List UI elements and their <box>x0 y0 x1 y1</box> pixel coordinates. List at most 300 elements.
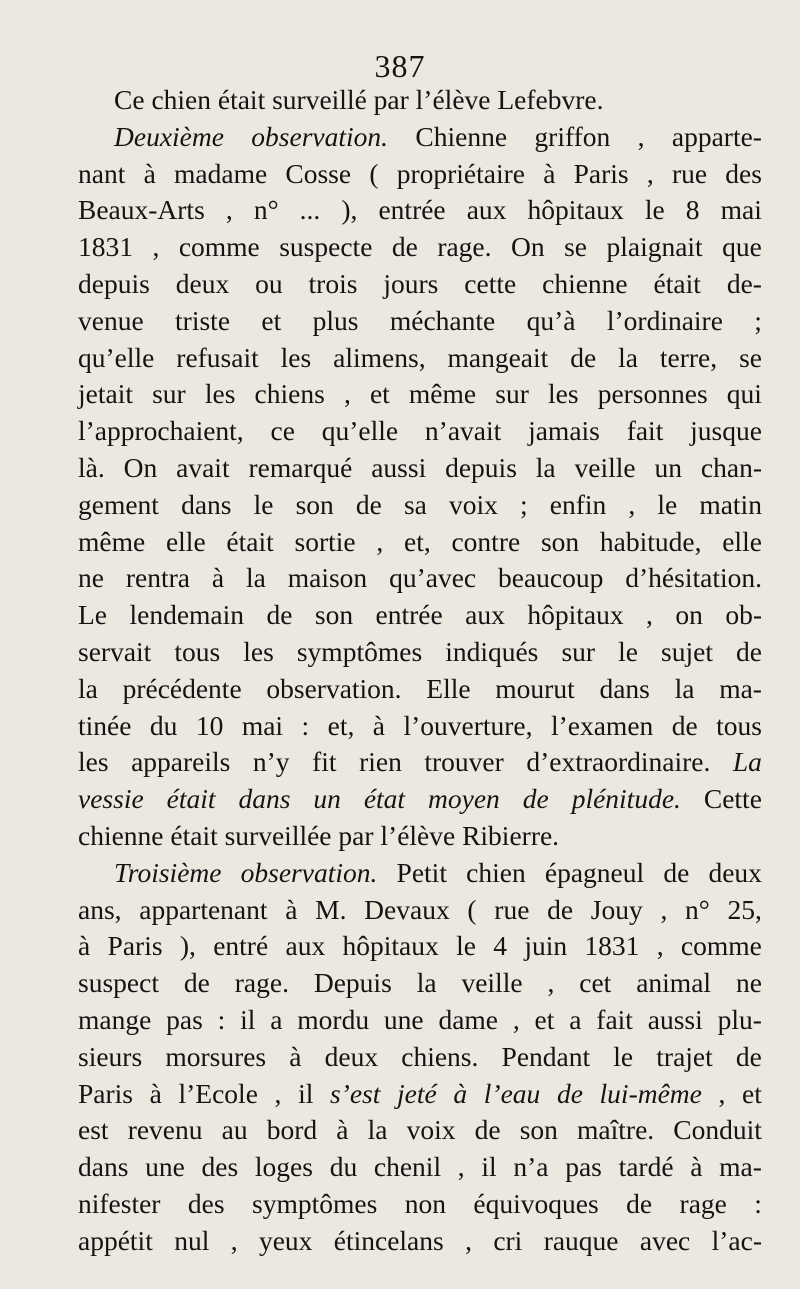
word: la <box>367 1114 388 1146</box>
word: Cosse <box>285 157 352 189</box>
word: de <box>671 709 698 741</box>
word: une <box>383 1003 424 1035</box>
word: n’avait <box>424 415 502 447</box>
word: mordu <box>297 1003 370 1035</box>
word: son <box>314 599 354 631</box>
word: de <box>626 1187 653 1219</box>
word: Paris <box>107 930 163 962</box>
word: Conduit <box>673 1114 762 1146</box>
word: ( <box>369 157 379 189</box>
word: Ribierre. <box>462 819 560 851</box>
text-line <box>78 1223 762 1260</box>
word: sur <box>495 378 529 410</box>
word: précédente <box>122 672 242 704</box>
word: du <box>329 1151 358 1183</box>
word: Le <box>78 599 108 631</box>
word: Beaux-Arts <box>78 194 205 226</box>
word: Devaux <box>364 893 450 925</box>
word: rentra <box>125 562 190 594</box>
italic-word: Troisième <box>114 856 222 888</box>
text-line <box>78 156 762 193</box>
word: aussi <box>371 451 427 483</box>
word: le <box>657 488 678 520</box>
word: elle <box>165 525 206 557</box>
word: , <box>225 194 233 226</box>
word: suspect <box>78 967 159 999</box>
word: bord <box>266 1114 318 1146</box>
word: tous <box>716 709 762 741</box>
word: de <box>474 1114 501 1146</box>
word: et <box>534 1003 555 1035</box>
word: Ce <box>114 84 145 115</box>
word: de <box>355 488 382 520</box>
word: , <box>230 1224 238 1256</box>
word: , <box>646 599 653 631</box>
word: mangeait <box>447 341 549 373</box>
text-line <box>78 524 762 561</box>
word: les <box>204 378 236 410</box>
word: beaucoup <box>498 562 604 594</box>
word: n° <box>685 893 710 925</box>
word: un <box>654 451 683 483</box>
word: à <box>543 157 556 189</box>
word: rage <box>679 1187 727 1219</box>
word: il <box>298 1077 314 1109</box>
word: ; <box>754 304 762 336</box>
word: , <box>718 1077 726 1109</box>
italic-word: jeté <box>397 1077 437 1109</box>
word: 10 <box>195 709 224 741</box>
italic-word: plénitude. <box>571 783 681 815</box>
text-line <box>78 1149 762 1186</box>
word: , <box>628 488 636 520</box>
word: On <box>123 451 158 483</box>
word: le <box>253 488 274 520</box>
word: il <box>240 1003 256 1035</box>
word: trois <box>308 267 358 299</box>
italic-word: de <box>522 783 549 815</box>
word: yeux <box>258 1224 313 1256</box>
word: entrée <box>378 194 446 226</box>
word: ), <box>341 194 358 226</box>
italic-word: La <box>732 746 762 778</box>
word: 25, <box>727 893 762 925</box>
word: l’ac- <box>711 1224 762 1256</box>
word: 8 <box>685 194 700 226</box>
word: et, <box>327 709 355 741</box>
word: aux <box>466 194 507 226</box>
word: ), <box>179 930 196 962</box>
word: servait <box>78 635 152 667</box>
word: : <box>217 1003 226 1035</box>
word: qu’avec <box>389 562 477 594</box>
body-text <box>78 82 762 1260</box>
word: le <box>613 1040 634 1072</box>
text-line <box>78 340 762 377</box>
word: griffon <box>534 120 611 152</box>
word: mourut <box>495 672 575 704</box>
word: avec <box>639 1224 691 1256</box>
word: surveillé <box>272 84 367 115</box>
word: l’Ecole <box>178 1077 258 1109</box>
word: avait <box>176 451 230 483</box>
word: les <box>280 341 312 373</box>
word: entrée <box>375 599 443 631</box>
word: n° <box>253 194 279 226</box>
word: Jouy <box>590 893 643 925</box>
word: on <box>675 599 703 631</box>
text-line <box>78 450 762 487</box>
word: Elle <box>426 672 471 704</box>
word: même <box>78 525 146 557</box>
word: : <box>301 709 310 741</box>
word: n’y <box>252 746 290 778</box>
word: Petit <box>396 856 447 888</box>
page-number: 387 <box>374 48 426 84</box>
word: ou <box>255 267 283 299</box>
text-line <box>78 781 762 818</box>
word: mai <box>720 194 762 226</box>
word: suspecte <box>279 231 373 263</box>
word: était <box>170 819 218 851</box>
word: des <box>201 1151 239 1183</box>
word: dans <box>78 1151 129 1183</box>
word: ob- <box>725 599 762 631</box>
word: depuis <box>445 451 517 483</box>
word: la <box>245 562 266 594</box>
word: à <box>285 893 298 925</box>
italic-word: lui-même <box>599 1077 702 1109</box>
text-line <box>78 487 762 524</box>
word: à <box>78 930 91 962</box>
word: la <box>78 672 98 704</box>
word: et, <box>403 525 431 557</box>
word: la <box>674 672 695 704</box>
text-line <box>78 1112 762 1149</box>
word: surveillée <box>224 819 332 851</box>
word: de <box>735 1040 762 1072</box>
word: jusque <box>690 415 762 447</box>
word: du <box>149 709 178 741</box>
word: à <box>143 157 156 189</box>
word: et <box>261 304 282 336</box>
word: dans <box>599 672 650 704</box>
word: animal <box>636 967 712 999</box>
word: de <box>266 599 293 631</box>
text-line <box>78 303 762 340</box>
word: là. <box>78 451 105 483</box>
word: se <box>564 231 587 263</box>
word: veille <box>574 451 636 483</box>
text-line <box>78 560 762 597</box>
text-line <box>78 1002 762 1039</box>
word: chiens <box>254 378 325 410</box>
word: cette <box>464 267 517 299</box>
word: jetait <box>78 378 133 410</box>
word: propriétaire <box>396 157 525 189</box>
word: le <box>456 930 476 962</box>
italic-word: observation. <box>251 120 389 152</box>
word: loges <box>254 1151 313 1183</box>
word: rien <box>359 746 402 778</box>
word: chien <box>466 856 526 888</box>
word: nul <box>174 1224 210 1256</box>
word: , <box>274 1077 282 1109</box>
word: étincelans <box>333 1224 444 1256</box>
word: aux <box>285 930 326 962</box>
word: madame <box>174 157 268 189</box>
word: l’examen <box>550 709 654 741</box>
word: par <box>338 819 374 851</box>
word: des <box>725 157 762 189</box>
text-line <box>78 818 762 855</box>
word: il <box>481 1151 497 1183</box>
word: appareils <box>131 746 231 778</box>
word: fit <box>312 746 337 778</box>
word: entré <box>213 930 269 962</box>
word: Paris <box>78 1077 133 1109</box>
text-line <box>78 229 762 266</box>
word: rage. <box>437 231 492 263</box>
word: l’élève <box>415 84 491 115</box>
word: chenil <box>373 1151 442 1183</box>
word: fait <box>626 415 664 447</box>
word: On <box>510 231 545 263</box>
word: , <box>152 231 160 263</box>
word: de <box>736 635 762 667</box>
word: la <box>618 341 638 373</box>
word: tinée <box>78 709 132 741</box>
text-line <box>78 965 762 1002</box>
word: 4 <box>493 930 507 962</box>
word: habitude, <box>599 525 702 557</box>
word: se <box>739 341 762 373</box>
word: ne <box>735 967 762 999</box>
word: symptômes <box>252 1187 378 1219</box>
word: qu’elle <box>321 415 399 447</box>
word: chiens. <box>401 1040 479 1072</box>
word: comme <box>680 930 762 962</box>
word: personnes <box>597 378 708 410</box>
word: sur <box>561 635 596 667</box>
text-line <box>78 1039 762 1076</box>
text-line <box>78 119 762 156</box>
word: le <box>644 194 665 226</box>
word: que <box>722 231 762 263</box>
word: les <box>243 635 274 667</box>
word: l’ordinaire <box>606 304 723 336</box>
word: hôpitaux <box>527 599 624 631</box>
word: indiqués <box>445 635 539 667</box>
word: mai <box>241 709 284 741</box>
word: rauque <box>543 1224 619 1256</box>
word: de <box>663 856 690 888</box>
word: plaignait <box>606 231 703 263</box>
word: cet <box>579 967 612 999</box>
word: qui <box>726 378 762 410</box>
text-line <box>78 892 762 929</box>
word: fait <box>596 1003 633 1035</box>
word: tous <box>174 635 221 667</box>
word: rage. <box>234 967 289 999</box>
word: nant <box>78 157 126 189</box>
italic-word: s’est <box>329 1077 381 1109</box>
word: qu’à <box>526 304 576 336</box>
word: pas <box>166 1003 203 1035</box>
word: alimens, <box>333 341 426 373</box>
word: d’hésitation. <box>625 562 762 594</box>
word: observation. <box>266 672 402 704</box>
word: rue <box>671 157 708 189</box>
word: , <box>465 1224 472 1256</box>
word: la <box>416 967 437 999</box>
text-line <box>78 192 762 229</box>
word: veille <box>461 967 523 999</box>
word: Pendant <box>501 1040 591 1072</box>
word: , <box>646 157 654 189</box>
word: , <box>343 378 351 410</box>
word: par <box>373 84 409 115</box>
word: Paris <box>573 157 629 189</box>
word: appartenant <box>139 893 268 925</box>
word: , <box>656 930 664 962</box>
word: le <box>618 635 638 667</box>
word: enfin <box>549 488 607 520</box>
italic-word: Deuxième <box>114 120 224 152</box>
word: Chienne <box>415 120 508 152</box>
word: morsures <box>165 1040 267 1072</box>
word: à <box>690 1151 703 1183</box>
word: même <box>408 378 477 410</box>
word: voix <box>406 1114 456 1146</box>
word: deux <box>324 1040 379 1072</box>
italic-word: l’eau <box>483 1077 541 1109</box>
word: son <box>295 488 334 520</box>
word: hôpitaux <box>342 930 439 962</box>
word: ne <box>78 562 104 594</box>
word: de <box>391 231 418 263</box>
word: ma- <box>719 1151 762 1183</box>
italic-word: de <box>556 1077 583 1109</box>
word: juin <box>524 930 568 962</box>
italic-word: vessie <box>78 783 144 815</box>
word: une <box>145 1151 185 1183</box>
word: à <box>211 562 225 594</box>
word: Lefebvre. <box>497 84 604 115</box>
text-line <box>78 671 762 708</box>
text-line <box>78 744 762 781</box>
italic-word: dans <box>238 783 291 815</box>
word: remarqué <box>248 451 353 483</box>
word: deux <box>708 856 762 888</box>
word: dans <box>181 488 232 520</box>
word: chienne <box>78 819 164 851</box>
word: Cette <box>703 783 762 815</box>
word: aux <box>465 599 505 631</box>
word: maison <box>287 562 368 594</box>
word: trouver <box>424 746 504 778</box>
word: comme <box>178 231 260 263</box>
word: refusait <box>176 341 259 373</box>
word: à <box>149 1077 162 1109</box>
text-line <box>78 1076 762 1113</box>
word: rue <box>494 893 530 925</box>
word: , <box>660 893 668 925</box>
word: ( <box>467 893 477 925</box>
text-line <box>78 82 762 119</box>
word: qu’elle <box>78 341 155 373</box>
text-line <box>78 1186 762 1223</box>
word: à <box>372 709 386 741</box>
word: appétit <box>78 1224 153 1256</box>
word: équivoques <box>473 1187 599 1219</box>
word: lendemain <box>129 599 245 631</box>
text-line <box>78 266 762 303</box>
word: sa <box>403 488 427 520</box>
word: venue <box>78 304 144 336</box>
word: à <box>336 1114 349 1146</box>
word: sortie <box>294 525 356 557</box>
word: de <box>183 967 210 999</box>
word: voix <box>448 488 498 520</box>
word: jamais <box>528 415 600 447</box>
word: chan- <box>700 451 762 483</box>
word: ; <box>519 488 528 520</box>
word: Depuis <box>313 967 392 999</box>
word: jours <box>383 267 439 299</box>
word: de <box>547 893 574 925</box>
word: d’extraordinaire. <box>526 746 711 778</box>
word: les <box>548 378 579 410</box>
word: au <box>221 1114 248 1146</box>
word: revenu <box>127 1114 203 1146</box>
word: l’élève <box>380 819 456 851</box>
word: hôpitaux <box>527 194 624 226</box>
word: sur <box>152 378 186 410</box>
italic-word: un <box>313 783 341 815</box>
word: elle <box>722 525 762 557</box>
word: et <box>369 378 390 410</box>
word: son <box>540 525 580 557</box>
word: M. <box>315 893 347 925</box>
word: pas <box>565 1151 602 1183</box>
word: sujet <box>661 635 713 667</box>
word: épagneul <box>544 856 645 888</box>
text-line <box>78 708 762 745</box>
word: sieurs <box>78 1040 143 1072</box>
word: 1831 <box>584 930 640 962</box>
word: l’approchaient, <box>78 415 244 447</box>
word: à <box>289 1040 302 1072</box>
word: depuis <box>78 267 150 299</box>
word: plus <box>312 304 359 336</box>
italic-word: à <box>453 1077 468 1109</box>
word: les <box>78 746 109 778</box>
italic-word: observation. <box>240 856 378 888</box>
word: matin <box>699 488 762 520</box>
word: de- <box>726 267 762 299</box>
text-line <box>78 413 762 450</box>
word: symptômes <box>296 635 423 667</box>
text-line <box>78 376 762 413</box>
word: chienne <box>542 267 628 299</box>
word: est <box>78 1114 109 1146</box>
word: ans, <box>78 893 122 925</box>
word: mange <box>78 1003 152 1035</box>
word: l’ouverture, <box>403 709 533 741</box>
word: , <box>376 525 384 557</box>
word: la <box>535 451 556 483</box>
